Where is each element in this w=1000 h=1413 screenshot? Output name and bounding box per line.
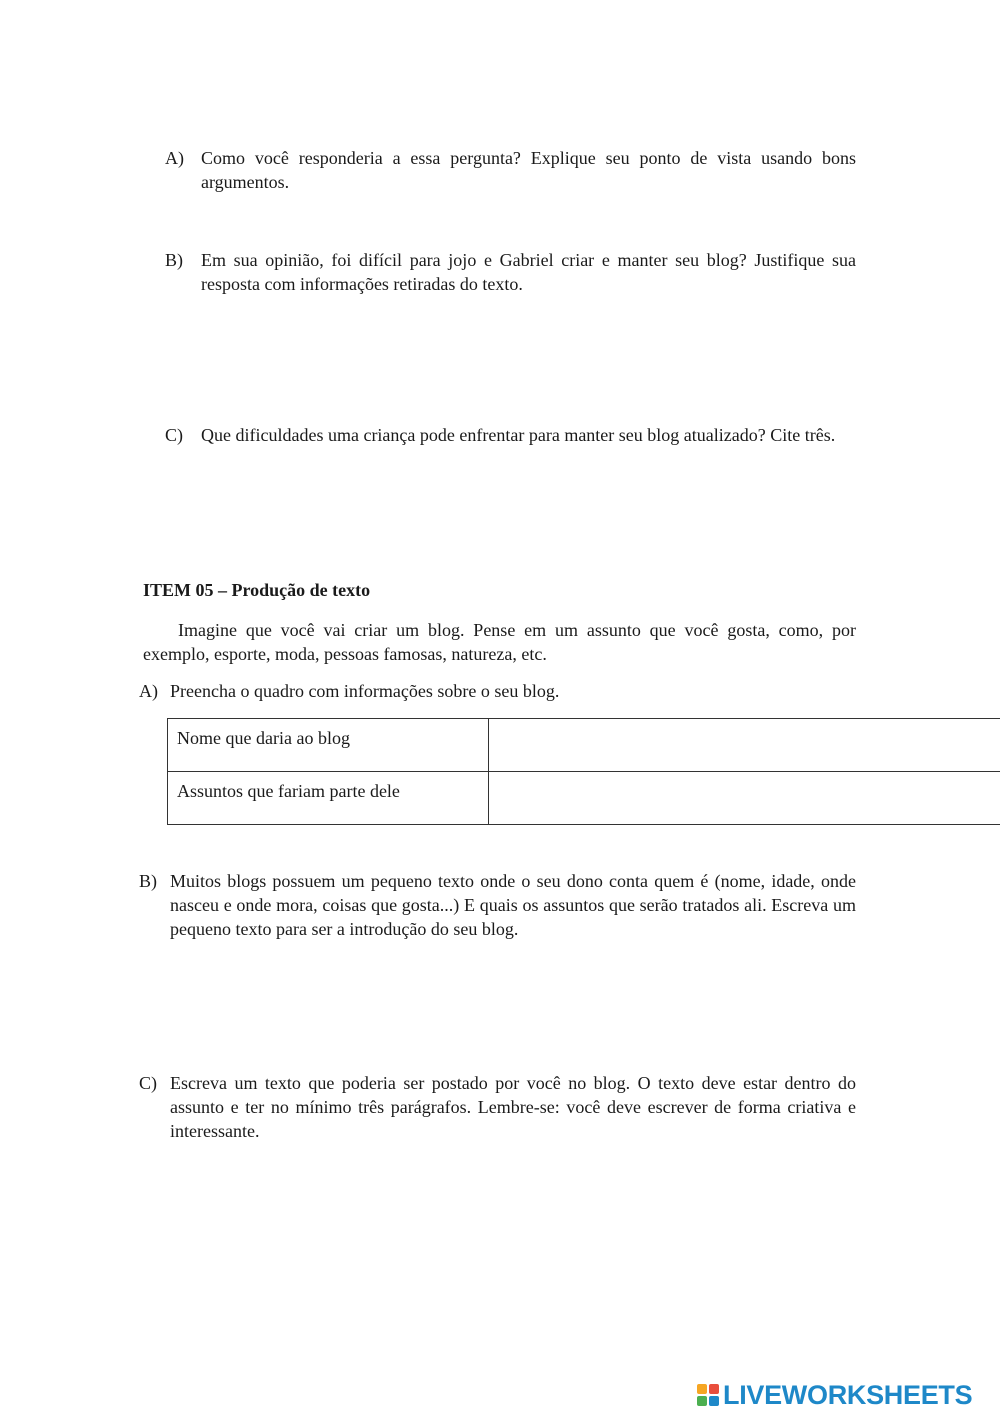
question-text: Que dificuldades uma criança pode enfrentar para manter seu blog atualizado? Cite três. (201, 425, 836, 445)
item-question-c (139, 1071, 856, 1143)
question-letter: B) (139, 871, 157, 891)
logo-square-icon (697, 1396, 707, 1406)
question-text: Em sua opinião, foi difícil para jojo e Gabriel criar e manter seu blog? Justifique sua resposta com informações retiradas do texto. (201, 250, 856, 294)
question-letter: C) (139, 1073, 157, 1093)
question-letter: C) (165, 425, 183, 445)
question-text: Como você responderia a essa pergunta? Explique seu ponto de vista usando bons argumentos. (201, 148, 856, 192)
table-row (168, 719, 1000, 772)
blog-topics-answer-cell[interactable] (489, 772, 1000, 825)
question-text: Preencha o quadro com informações sobre o seu blog. (170, 681, 560, 701)
item-question-b (139, 869, 856, 941)
blog-info-table (167, 718, 1000, 825)
table-label-cell: Assuntos que fariam parte dele (168, 772, 489, 825)
table-label-cell: Nome que daria ao blog (168, 719, 489, 772)
logo-square-icon (709, 1384, 719, 1394)
question-c (165, 423, 856, 447)
item-title: ITEM 05 – Produção de texto (143, 580, 371, 600)
liveworksheets-logo (697, 1379, 972, 1411)
logo-square-icon (709, 1396, 719, 1406)
question-letter: A) (165, 148, 184, 168)
blog-name-answer-cell[interactable] (489, 719, 1000, 772)
question-text: Escreva um texto que poderia ser postado por você no blog. O texto deve estar dentro do assunto e ter no mínimo três parágrafos. Lembre-se: você deve escrever de forma criativa e interessante. (170, 1073, 856, 1141)
question-text: Muitos blogs possuem um pequeno texto onde o seu dono conta quem é (nome, idade, onde nasceu e onde mora, coisas que gosta...) E quais os assuntos que serão tratados ali. Escreva um pequeno texto para ser a introdução do seu blog. (170, 871, 856, 939)
item-question-a (139, 679, 856, 703)
logo-text: LIVEWORKSHEETS (723, 1379, 973, 1410)
question-letter: B) (165, 250, 183, 270)
logo-square-icon (697, 1384, 707, 1394)
question-letter: A) (139, 681, 158, 701)
liveworksheets-logo-icon (697, 1384, 719, 1406)
question-a (165, 146, 856, 194)
item-intro: Imagine que você vai criar um blog. Pense em um assunto que você gosta, como, por exemplo, esporte, moda, pessoas famosas, natureza, etc. (143, 620, 856, 664)
question-b (165, 248, 856, 296)
table-row (168, 772, 1000, 825)
